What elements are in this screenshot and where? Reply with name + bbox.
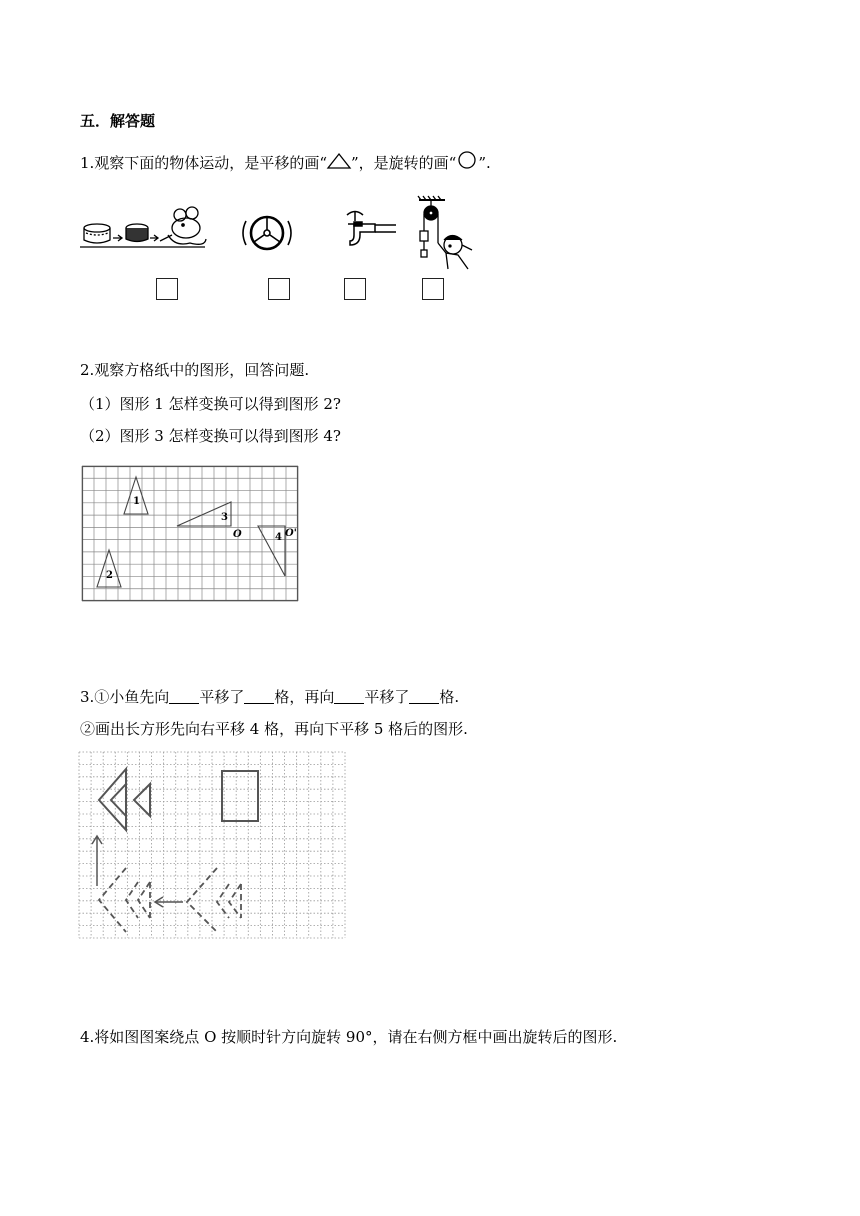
question-3-line2: ②画出长方形先向右平移 4 格，再向下平移 5 格后的图形.: [80, 720, 468, 738]
blank-direction-1[interactable]: [169, 689, 199, 704]
cake-mouse-picture: [80, 207, 206, 247]
question-2-sub1: （1）图形 1 怎样变换可以得到图形 2?: [80, 395, 341, 413]
blank-distance-2[interactable]: [409, 689, 439, 704]
fish-dashed-right: [187, 868, 241, 932]
q3-grid-figure: [79, 752, 345, 938]
shape-3-label: 3: [221, 512, 228, 523]
question-1-text: [80, 152, 491, 173]
shape-2-label: 2: [106, 570, 113, 581]
blank-distance-1[interactable]: [244, 689, 274, 704]
question-4-text: 4.将如图图案绕点 O 按顺时针方向旋转 90°，请在右侧方框中画出旋转后的图形.: [80, 1028, 618, 1046]
pulley-picture: [418, 196, 472, 269]
fish-solid: [99, 769, 150, 830]
q1-text-before: 1.观察下面的物体运动，是平移的画“: [80, 154, 327, 172]
point-o-prime-label: O': [285, 528, 297, 539]
grid-lines: [82, 466, 298, 601]
shape-4-label: 4: [275, 532, 282, 543]
blank-direction-2[interactable]: [334, 689, 364, 704]
question-2-sub2: （2）图形 3 怎样变换可以得到图形 4?: [80, 427, 341, 445]
circle-symbol-icon: [456, 152, 478, 170]
rectangle-shape: [222, 771, 258, 821]
faucet-picture: [347, 211, 396, 245]
answer-box-faucet[interactable]: [344, 278, 366, 300]
triangle-symbol-icon: [327, 153, 351, 169]
answer-box-wheel[interactable]: [268, 278, 290, 300]
steering-wheel-picture: [243, 217, 291, 249]
arrow-up-icon: [92, 836, 102, 886]
q3-part-5: 格.: [439, 688, 460, 706]
question-2-stem: 2.观察方格纸中的图形，回答问题.: [80, 361, 310, 379]
q2-grid-figure: [82, 466, 298, 602]
q1-text-after: ”.: [478, 154, 491, 172]
q3-part-1: 3.①小鱼先向: [80, 688, 170, 706]
section-title: 五．解答题: [80, 112, 156, 130]
q3-part-2: 平移了: [199, 688, 245, 706]
triangle-shape-2: [97, 550, 121, 587]
q1-text-middle: ”，是旋转的画“: [350, 154, 457, 172]
q1-illustrations: [80, 195, 480, 270]
answer-box-cake[interactable]: [156, 278, 178, 300]
q3-part-4: 平移了: [364, 688, 410, 706]
fish-dashed-left: [99, 868, 150, 932]
answer-box-pulley[interactable]: [422, 278, 444, 300]
question-3-line1: [80, 687, 459, 707]
q3-part-3: 格，再向: [274, 688, 335, 706]
dotted-grid-lines: [79, 752, 345, 938]
point-o-label: O: [233, 529, 242, 540]
shape-1-label: 1: [133, 496, 140, 507]
arrow-left-icon: [155, 897, 183, 907]
